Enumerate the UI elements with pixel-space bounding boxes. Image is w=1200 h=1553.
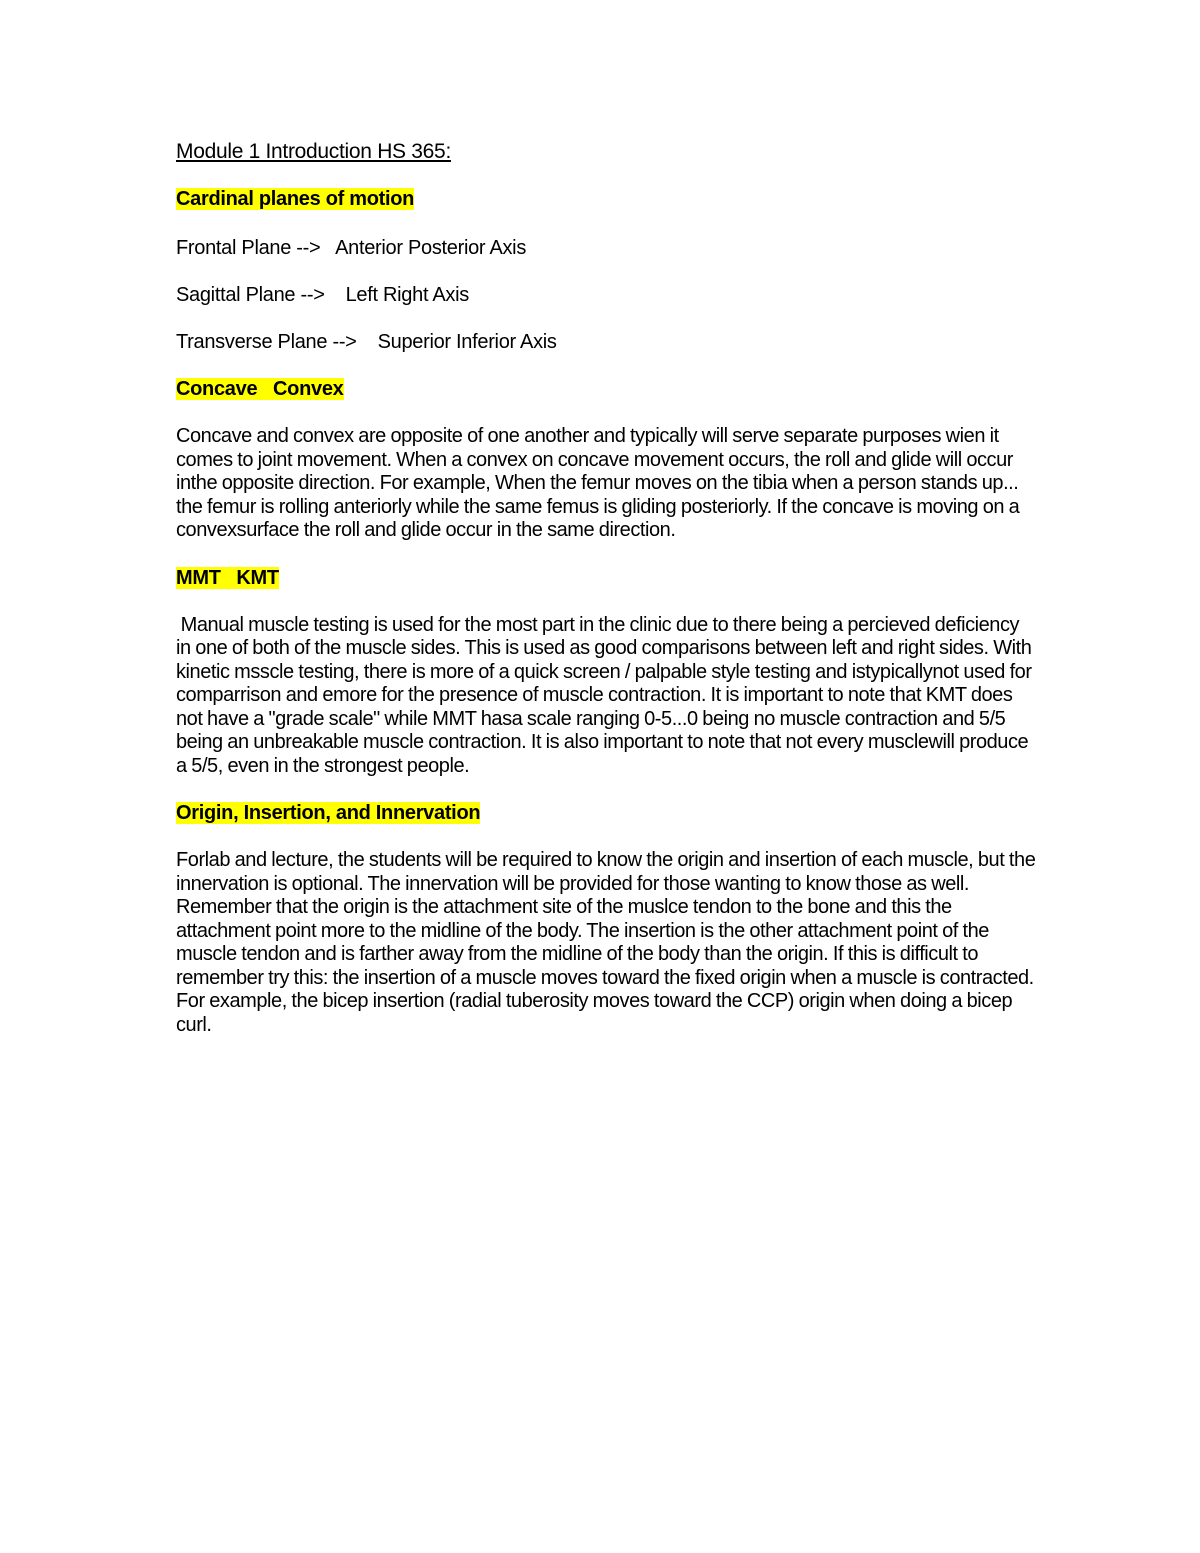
section-heading-cardinal-planes — [176, 186, 1036, 214]
transverse-plane-line: Transverse Plane --> Superior Inferior Axis — [176, 331, 557, 353]
frontal-plane-line: Frontal Plane --> Anterior Posterior Axis — [176, 237, 527, 259]
sagittal-plane-line: Sagittal Plane --> Left Right Axis — [176, 284, 469, 306]
mmt-kmt-paragraph: Manual muscle testing is used for the most part in the clinic due to there being a percieved deficiency in one of both of the muscle sides. This is used as good comparisons between left and right sides. With kinetic msscle testing, there is more of a quick screen / palpable style testing and istypicallynot used for comparrison and emore for the presence of muscle contraction. It is important to note that KMT does not have a "grade scale" while MMT hasa scale ranging 0-5...0 being no muscle contraction and 5/5 being an unbreakable muscle contraction. It is also important to note that not every musclewill produce a 5/5, even in the strongest people. — [176, 613, 1037, 777]
document-page — [176, 138, 1036, 1059]
section-heading-mmt-kmt — [176, 565, 1036, 593]
section-heading-concave-convex — [176, 376, 1036, 404]
origin-insertion-paragraph: Forlab and lecture, the students will be required to know the origin and insertion of each muscle, but the innervation is optional. The innervation will be provided for those wanting to know those as well. Remember that the origin is the attachment site of the muslce tendon to the bone and this the attachment point more to the midline of the body. The insertion is the other attachment point of the muscle tendon and is farther away from the midline of the body than the origin. If this is difficult to remember try this: the insertion of a muscle moves toward the fixed origin when a muscle is contracted. For example, the bicep insertion (radial tuberosity moves toward the CCP) origin when doing a bicep curl. — [176, 849, 1036, 1036]
highlighted-heading: Origin, Insertion, and Innervation — [176, 802, 481, 824]
concave-convex-paragraph: Concave and convex are opposite of one another and typically will serve separate purposes wien it comes to joint movement. When a convex on concave movement occurs, the roll and glide will occur inthe opposite direction. For example, When the femur moves on the tibia when a person stands up... the femur is rolling anteriorly while the same femus is gliding posteriorly. If the concave is moving on a convexsurface the roll and glide occur in the same direction. — [176, 425, 1020, 541]
highlighted-heading: MMT KMT — [176, 566, 279, 589]
document-title: Module 1 Introduction HS 365: — [176, 140, 451, 163]
highlighted-heading: Concave Convex — [176, 378, 344, 400]
highlighted-heading: Cardinal planes of motion — [176, 188, 415, 210]
section-heading-origin-insertion — [176, 800, 1036, 828]
